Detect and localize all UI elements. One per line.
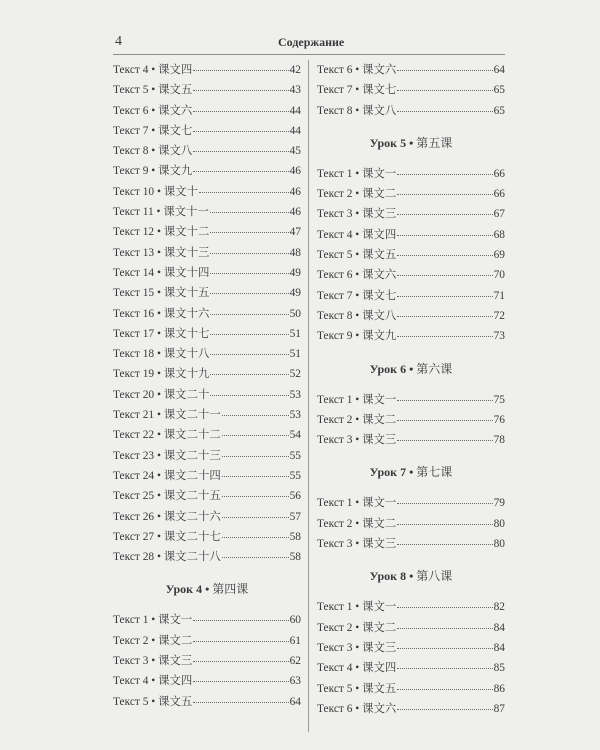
toc-entry-page-number: 62 — [289, 655, 301, 668]
toc-entry-label: Текст 5 • 课文五 — [113, 695, 193, 708]
toc-entry-label: Текст 26 • 课文二十六 — [113, 510, 221, 523]
toc-group-lesson-6 — [317, 390, 505, 451]
dot-leader — [397, 89, 492, 91]
toc-entry-page-number: 64 — [289, 695, 301, 708]
toc-entry-page-number: 53 — [289, 388, 301, 401]
dot-leader — [193, 619, 288, 621]
dot-leader — [199, 191, 289, 193]
dot-leader — [397, 69, 492, 71]
toc-entry-page-number: 72 — [493, 309, 505, 322]
toc-entry-page-number: 47 — [289, 226, 301, 239]
dot-leader — [193, 89, 288, 91]
toc-entry-label: Текст 6 • 课文六 — [317, 64, 397, 76]
toc-entry[interactable] — [317, 326, 505, 346]
toc-entry-label: Текст 5 • 课文五 — [317, 249, 397, 262]
toc-entry-label: Текст 19 • 课文十九 — [113, 368, 210, 381]
dot-leader — [222, 434, 289, 436]
toc-entry-label: Текст 2 • 课文二 — [317, 413, 397, 426]
dot-leader — [222, 516, 289, 518]
toc-entry[interactable] — [317, 245, 505, 265]
toc-entry[interactable] — [113, 364, 301, 384]
toc-entry-label: Текст 27 • 课文二十七 — [113, 530, 221, 543]
toc-entry-page-number: 80 — [493, 538, 505, 551]
toc-entry-page-number: 64 — [493, 64, 505, 76]
toc-entry[interactable] — [317, 679, 505, 699]
toc-entry-page-number: 49 — [289, 266, 301, 279]
toc-entry[interactable] — [317, 493, 505, 513]
toc-entry-label: Текст 14 • 课文十四 — [113, 266, 210, 279]
toc-entry-page-number: 75 — [493, 393, 505, 406]
toc-entry[interactable] — [113, 610, 301, 630]
toc-entry-label: Текст 8 • 课文八 — [113, 145, 193, 158]
dot-leader — [193, 150, 288, 152]
section-heading-lesson-7: Урок 7 • 第七课 — [369, 465, 453, 480]
column-divider — [308, 60, 309, 732]
toc-entry-page-number: 73 — [493, 330, 505, 343]
toc-entry-label: Текст 7 • 课文七 — [317, 84, 397, 97]
dot-leader — [397, 523, 492, 525]
dot-leader — [397, 110, 492, 112]
toc-entry-page-number: 51 — [289, 327, 301, 340]
section-title-cn: 第四课 — [212, 582, 249, 597]
toc-entry-page-number: 71 — [493, 289, 505, 302]
toc-entry-page-number: 46 — [289, 206, 301, 219]
toc-entry[interactable] — [113, 466, 301, 486]
toc-entry[interactable] — [317, 184, 505, 204]
toc-entry-label: Текст 10 • 课文十 — [113, 185, 198, 198]
toc-entry-page-number: 52 — [289, 368, 301, 381]
toc-entry[interactable] — [317, 534, 505, 554]
dot-leader — [397, 315, 492, 317]
toc-entry-page-number: 76 — [493, 413, 505, 426]
dot-leader — [397, 274, 492, 276]
toc-entry-page-number: 66 — [493, 167, 505, 180]
toc-entry-page-number: 65 — [493, 104, 505, 117]
toc-entry-page-number: 58 — [289, 530, 301, 543]
dot-leader — [397, 234, 492, 236]
toc-entry[interactable] — [113, 182, 301, 202]
dot-leader — [397, 295, 492, 297]
toc-entry-label: Текст 11 • 课文十一 — [113, 206, 209, 219]
toc-entry-label: Текст 1 • 课文一 — [113, 614, 193, 627]
toc-entry-page-number: 55 — [289, 449, 301, 462]
toc-entry-label: Текст 4 • 课文四 — [113, 675, 193, 688]
toc-entry-label: Текст 2 • 课文二 — [317, 188, 397, 201]
toc-entry-label: Текст 12 • 课文十二 — [113, 226, 210, 239]
running-title: Содержание — [278, 35, 345, 49]
dot-leader — [193, 640, 288, 642]
toc-entry-label: Текст 4 • 课文四 — [317, 228, 397, 241]
dot-leader — [193, 110, 288, 112]
toc-entry-label: Текст 7 • 课文七 — [113, 124, 193, 137]
section-title-ru: Урок 7 — [369, 465, 407, 480]
toc-entry-page-number: 46 — [289, 185, 301, 198]
toc-entry[interactable] — [113, 161, 301, 181]
dot-leader — [210, 313, 288, 315]
toc-entry[interactable] — [317, 658, 505, 678]
toc-entry[interactable] — [317, 618, 505, 638]
toc-entry[interactable] — [113, 671, 301, 691]
toc-entry-page-number: 55 — [289, 469, 301, 482]
toc-entry[interactable] — [113, 425, 301, 445]
toc-entry[interactable] — [113, 344, 301, 364]
dot-leader — [397, 708, 492, 710]
toc-entry-label: Текст 15 • 课文十五 — [113, 287, 210, 300]
dot-leader — [222, 556, 289, 558]
dot-leader — [222, 475, 289, 477]
toc-entry-label: Текст 17 • 课文十七 — [113, 327, 210, 340]
toc-entry-label: Текст 1 • 课文一 — [317, 167, 397, 180]
section-heading-lesson-5: Урок 5 • 第五课 — [369, 135, 453, 150]
toc-entry[interactable] — [317, 699, 505, 719]
toc-entry[interactable] — [113, 60, 301, 80]
toc-group-lesson3-continued — [113, 60, 301, 567]
toc-entry-page-number: 66 — [493, 188, 505, 201]
toc-entry-label: Текст 9 • 课文九 — [113, 165, 193, 178]
dot-leader — [210, 231, 288, 233]
toc-entry-page-number: 49 — [289, 287, 301, 300]
toc-entry-label: Текст 3 • 课文三 — [317, 434, 397, 447]
toc-group-lesson-5 — [317, 164, 505, 347]
toc-entry-label: Текст 21 • 课文二十一 — [113, 409, 221, 422]
section-title-ru: Урок 5 — [369, 135, 407, 150]
toc-entry-label: Текст 13 • 课文十三 — [113, 246, 210, 259]
toc-entry-page-number: 87 — [493, 702, 505, 715]
toc-entry-label: Текст 3 • 课文三 — [113, 655, 193, 668]
toc-entry[interactable] — [317, 80, 505, 100]
toc-entry-label: Текст 5 • 课文五 — [317, 682, 397, 695]
toc-entry-page-number: 48 — [289, 246, 301, 259]
toc-entry-page-number: 82 — [493, 601, 505, 614]
toc-entry[interactable] — [317, 430, 505, 450]
toc-entry-page-number: 85 — [493, 662, 505, 675]
toc-entry-page-number: 58 — [289, 551, 301, 564]
section-title-ru: Урок 4 — [165, 582, 203, 597]
toc-entry-label: Текст 3 • 课文三 — [317, 208, 397, 221]
toc-entry[interactable] — [113, 263, 301, 283]
toc-entry-page-number: 60 — [289, 614, 301, 627]
toc-entry-page-number: 50 — [289, 307, 301, 320]
toc-entry[interactable] — [113, 80, 301, 100]
dot-leader — [397, 213, 492, 215]
toc-entry-label: Текст 28 • 课文二十八 — [113, 551, 221, 564]
toc-entry-label: Текст 3 • 课文三 — [317, 641, 397, 654]
dot-leader — [397, 254, 492, 256]
toc-entry[interactable] — [317, 286, 505, 306]
toc-entry-label: Текст 20 • 课文二十 — [113, 388, 210, 401]
section-title-cn: 第八课 — [416, 569, 453, 584]
page-header — [113, 34, 505, 55]
toc-entry-page-number: 46 — [289, 165, 301, 178]
toc-entry[interactable] — [113, 202, 301, 222]
section-title-ru: Урок 8 — [369, 569, 407, 584]
toc-entry-label: Текст 8 • 课文八 — [317, 104, 397, 117]
toc-entry-label: Текст 6 • 课文六 — [317, 702, 397, 715]
section-title-cn: 第七课 — [416, 465, 453, 480]
toc-entry[interactable] — [317, 60, 505, 80]
toc-entry-page-number: 69 — [493, 249, 505, 262]
toc-entry-label: Текст 4 • 课文四 — [317, 662, 397, 675]
toc-entry[interactable] — [113, 446, 301, 466]
toc-entry-label: Текст 9 • 课文九 — [317, 330, 397, 343]
toc-group-lesson-4 — [113, 610, 301, 711]
toc-group-lesson-7 — [317, 493, 505, 554]
toc-group-lesson4-continued — [317, 60, 505, 121]
dot-leader — [210, 211, 289, 213]
toc-right-column — [317, 60, 505, 719]
toc-entry-page-number: 44 — [289, 124, 301, 137]
toc-entry[interactable] — [317, 225, 505, 245]
toc-entry-label: Текст 24 • 课文二十四 — [113, 469, 221, 482]
toc-entry-label: Текст 23 • 课文二十三 — [113, 449, 221, 462]
toc-entry[interactable] — [317, 164, 505, 184]
toc-entry-label: Текст 18 • 课文十八 — [113, 348, 210, 361]
toc-entry-page-number: 79 — [493, 497, 505, 510]
dot-leader — [397, 606, 492, 608]
toc-entry-page-number: 54 — [289, 429, 301, 442]
toc-entry[interactable] — [113, 507, 301, 527]
toc-entry[interactable] — [317, 390, 505, 410]
toc-entry[interactable] — [317, 265, 505, 285]
toc-entry-page-number: 56 — [289, 490, 301, 503]
toc-entry[interactable] — [317, 597, 505, 617]
toc-entry-label: Текст 2 • 课文二 — [317, 621, 397, 634]
toc-entry[interactable] — [113, 631, 301, 651]
toc-entry-label: Текст 25 • 课文二十五 — [113, 490, 221, 503]
toc-entry[interactable] — [113, 527, 301, 547]
dot-leader — [210, 373, 288, 375]
toc-entry-label: Текст 2 • 课文二 — [113, 634, 193, 647]
toc-entry-page-number: 44 — [289, 104, 301, 117]
dot-leader — [222, 495, 289, 497]
page-number: 4 — [115, 34, 122, 49]
toc-entry-label: Текст 7 • 课文七 — [317, 289, 397, 302]
dot-leader — [397, 647, 492, 649]
toc-entry-page-number: 70 — [493, 269, 505, 282]
toc-entry[interactable] — [113, 405, 301, 425]
toc-entry[interactable] — [113, 304, 301, 324]
toc-entry[interactable] — [113, 141, 301, 161]
toc-entry-label: Текст 2 • 课文二 — [317, 517, 397, 530]
toc-entry-page-number: 65 — [493, 84, 505, 97]
toc-entry-page-number: 67 — [493, 208, 505, 221]
toc-entry[interactable] — [317, 410, 505, 430]
dot-leader — [397, 173, 492, 175]
toc-group-lesson-8 — [317, 597, 505, 719]
toc-entry-label: Текст 1 • 课文一 — [317, 601, 397, 614]
toc-entry[interactable] — [317, 204, 505, 224]
toc-entry[interactable] — [113, 283, 301, 303]
dot-leader — [397, 502, 492, 504]
dot-leader — [210, 353, 288, 355]
toc-entry[interactable] — [317, 101, 505, 121]
toc-entry-label: Текст 16 • 课文十六 — [113, 307, 210, 320]
toc-entry-page-number: 78 — [493, 434, 505, 447]
dot-leader — [222, 414, 289, 416]
section-heading-lesson-6: Урок 6 • 第六课 — [369, 361, 453, 376]
toc-entry[interactable] — [113, 324, 301, 344]
toc-entry[interactable] — [113, 101, 301, 121]
toc-entry[interactable] — [113, 222, 301, 242]
toc-entry-page-number: 80 — [493, 517, 505, 530]
dot-leader — [222, 455, 289, 457]
dot-leader — [193, 69, 288, 71]
dot-leader — [397, 439, 492, 441]
dot-leader — [397, 335, 492, 337]
dot-leader — [397, 193, 492, 195]
toc-entry-label: Текст 5 • 课文五 — [113, 84, 193, 97]
toc-entry-page-number: 84 — [493, 641, 505, 654]
dot-leader — [193, 660, 288, 662]
toc-entry-label: Текст 6 • 课文六 — [317, 269, 397, 282]
toc-entry-label: Текст 4 • 课文四 — [113, 64, 193, 76]
dot-leader — [397, 399, 492, 401]
dot-leader — [193, 130, 288, 132]
toc-entry[interactable] — [113, 692, 301, 712]
toc-entry[interactable] — [113, 121, 301, 141]
toc-entry-page-number: 61 — [289, 634, 301, 647]
toc-entry[interactable] — [113, 486, 301, 506]
toc-entry-page-number: 43 — [289, 84, 301, 97]
toc-entry[interactable] — [113, 385, 301, 405]
toc-left-column — [113, 60, 301, 712]
section-heading-lesson-4: Урок 4 • 第四课 — [165, 582, 249, 597]
dot-leader — [210, 292, 288, 294]
toc-entry-page-number: 68 — [493, 228, 505, 241]
toc-entry-page-number: 53 — [289, 409, 301, 422]
toc-entry[interactable] — [317, 638, 505, 658]
dot-leader — [210, 272, 288, 274]
toc-entry-label: Текст 1 • 课文一 — [317, 497, 397, 510]
toc-entry[interactable] — [113, 547, 301, 567]
toc-entry[interactable] — [317, 514, 505, 534]
toc-entry[interactable] — [113, 243, 301, 263]
toc-entry-label: Текст 6 • 课文六 — [113, 104, 193, 117]
toc-entry-label: Текст 3 • 课文三 — [317, 538, 397, 551]
dot-leader — [210, 252, 288, 254]
toc-entry-page-number: 51 — [289, 348, 301, 361]
toc-entry-page-number: 57 — [289, 510, 301, 523]
dot-leader — [210, 394, 288, 396]
section-title-cn: 第六课 — [416, 361, 453, 376]
dot-leader — [397, 419, 492, 421]
dot-leader — [397, 627, 492, 629]
dot-leader — [397, 543, 492, 545]
section-title-cn: 第五课 — [416, 135, 453, 150]
dot-leader — [193, 680, 288, 682]
toc-entry-page-number: 86 — [493, 682, 505, 695]
dot-leader — [193, 701, 288, 703]
section-heading-lesson-8: Урок 8 • 第八课 — [369, 569, 453, 584]
toc-entry[interactable] — [113, 651, 301, 671]
toc-entry-page-number: 63 — [289, 675, 301, 688]
section-title-ru: Урок 6 — [369, 361, 407, 376]
dot-leader — [397, 688, 492, 690]
toc-entry-label: Текст 8 • 课文八 — [317, 309, 397, 322]
toc-entry-page-number: 84 — [493, 621, 505, 634]
toc-entry-label: Текст 22 • 课文二十二 — [113, 429, 221, 442]
dot-leader — [210, 333, 288, 335]
toc-entry-label: Текст 1 • 课文一 — [317, 393, 397, 406]
toc-entry[interactable] — [317, 306, 505, 326]
dot-leader — [397, 667, 492, 669]
dot-leader — [193, 170, 288, 172]
toc-entry-page-number: 42 — [289, 64, 301, 76]
dot-leader — [222, 536, 289, 538]
toc-entry-page-number: 45 — [289, 145, 301, 158]
